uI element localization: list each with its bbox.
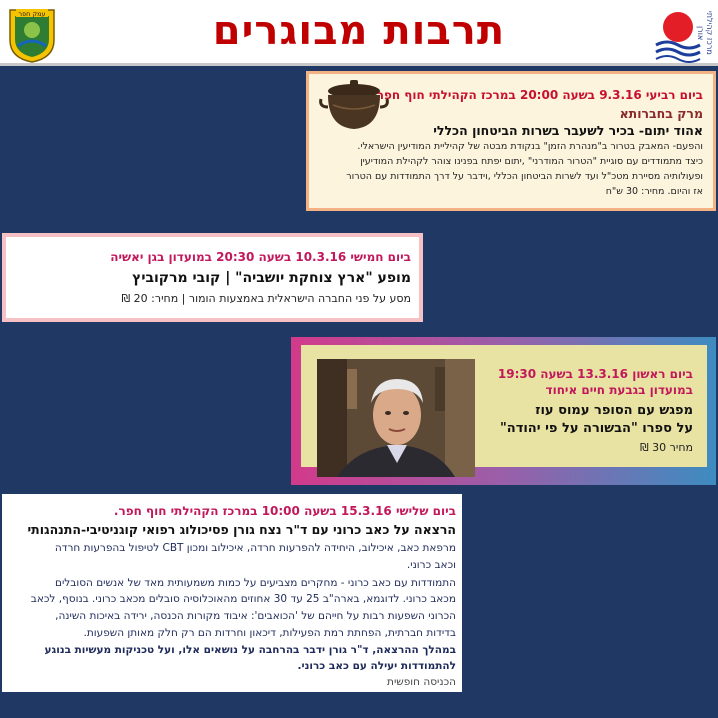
- event-description-line: התמודדות עם כאב כרוני - מחקרים מצביעים על כמות משמעותית מאד של אנשים הסובלים: [54, 577, 456, 589]
- page-title: תרבות מבוגרים: [212, 8, 506, 54]
- event-description-line: הכרוני השפעות רבות על חייהם של 'הכואבים': איבוד מקורות הכנסה, ירידה באיכות השינה,: [55, 610, 456, 622]
- event-title: מופע "ארץ צוחקת יושביה" | קובי מרקוביץ: [132, 270, 411, 286]
- event-card-author-panel: [301, 345, 707, 467]
- community-center-logo-text: מרכז קהילתי אורן: [696, 11, 714, 55]
- event-description-line: וכאב כרוני.: [406, 559, 456, 571]
- svg-text:עמק חפר: עמק חפר: [18, 10, 46, 18]
- event-date-line: ביום חמישי 10.3.16 בשעה 20:30 במועדון בגן יאשיה: [110, 250, 411, 264]
- event-title: אהוד יתום- בכיר לשעבר בשרות הביטחון הכללי: [433, 123, 703, 138]
- page-header: [0, 0, 718, 66]
- event-description-line: מרפאת כאב, איכילוב, היחידה להפרעות חרדה, איכילוב ומכון CBT לטיפול בהפרעות חרדה: [54, 542, 456, 554]
- event-location-line: במועדון בגבעת חיים איחוד: [545, 383, 693, 397]
- event-info-line: מסע על פני החברה הישראלית באמצעות הומור | מחיר: 20 ₪: [121, 292, 411, 305]
- event-free-entry: הכניסה חופשית: [387, 676, 456, 688]
- event-description-line: בדידות חברתית, הפחתת רמת הפעילות, דיכאון וחרדות הם רק חלק מאותן השפעות.: [83, 627, 456, 639]
- event-description-line: אז והיום. מחיר: 30 ש"ח: [605, 186, 703, 197]
- event-title: הרצאה על כאב כרוני עם ד"ר נצח גורן פסיכולוג רפואי קוגניטיבי-התנהגותי: [27, 522, 456, 537]
- event-description-line: מכאב כרוני. לדוגמא, בארה"ב 25 עד 30 אחוזים מהאוכלוסיה סובלים מכאב כרוני. בנוסף, לכאב: [30, 593, 456, 605]
- event-date-line: ביום שלישי 15.3.16 בשעה 10:00 במרכז הקהילתי חוף חפר.: [113, 504, 456, 518]
- event-card-author: [291, 337, 716, 485]
- event-description-line: והפעם- המאבק בטרור ב"מנהרת הזמן" בנקודת מבטה של קהיליית המודיעין הישראלי.: [357, 141, 703, 152]
- event-price: מחיר 30 ₪: [640, 441, 693, 454]
- event-description-line: ופעולותיה מסיירת מטכ"ל ועד לשרות הביטחון הכללי ,וידבר על דרך התמודדות עם הטרור: [346, 171, 703, 182]
- community-center-logo: [652, 3, 714, 63]
- event-card-comedy: [2, 233, 423, 322]
- event-description-line: כיצד מתמודדים עם סוגיית "הטרור המודרני" ,יתום יפתח בפנינו צוהר לקהילת המודיעין: [360, 156, 703, 167]
- soup-pot-icon: [317, 77, 391, 133]
- event-card-soup: [306, 71, 716, 211]
- event-description-line: במהלך ההרצאה, ד"ר גורן ידבר בהרחבה על נושאים אלו, ועל טכניקות מעשיות בנוגע: [44, 644, 456, 656]
- author-portrait: [317, 359, 475, 477]
- event-subtitle: מרק בחברותא: [619, 106, 703, 121]
- event-title: מפגש עם הסופר עמוס עוז: [535, 403, 693, 418]
- event-date-line: ביום רביעי 9.3.16 בשעה 20:00 במרכז הקהילתי חוף חפר: [376, 88, 703, 102]
- event-subtitle: על ספרו "הבשורה על פי יהודה": [499, 421, 693, 436]
- event-date-line: ביום ראשון 13.3.16 בשעה 19:30: [497, 367, 693, 381]
- event-description-line: להתמודדות יעילה עם כאב כרוני.: [297, 660, 456, 672]
- event-card-lecture: [2, 494, 462, 692]
